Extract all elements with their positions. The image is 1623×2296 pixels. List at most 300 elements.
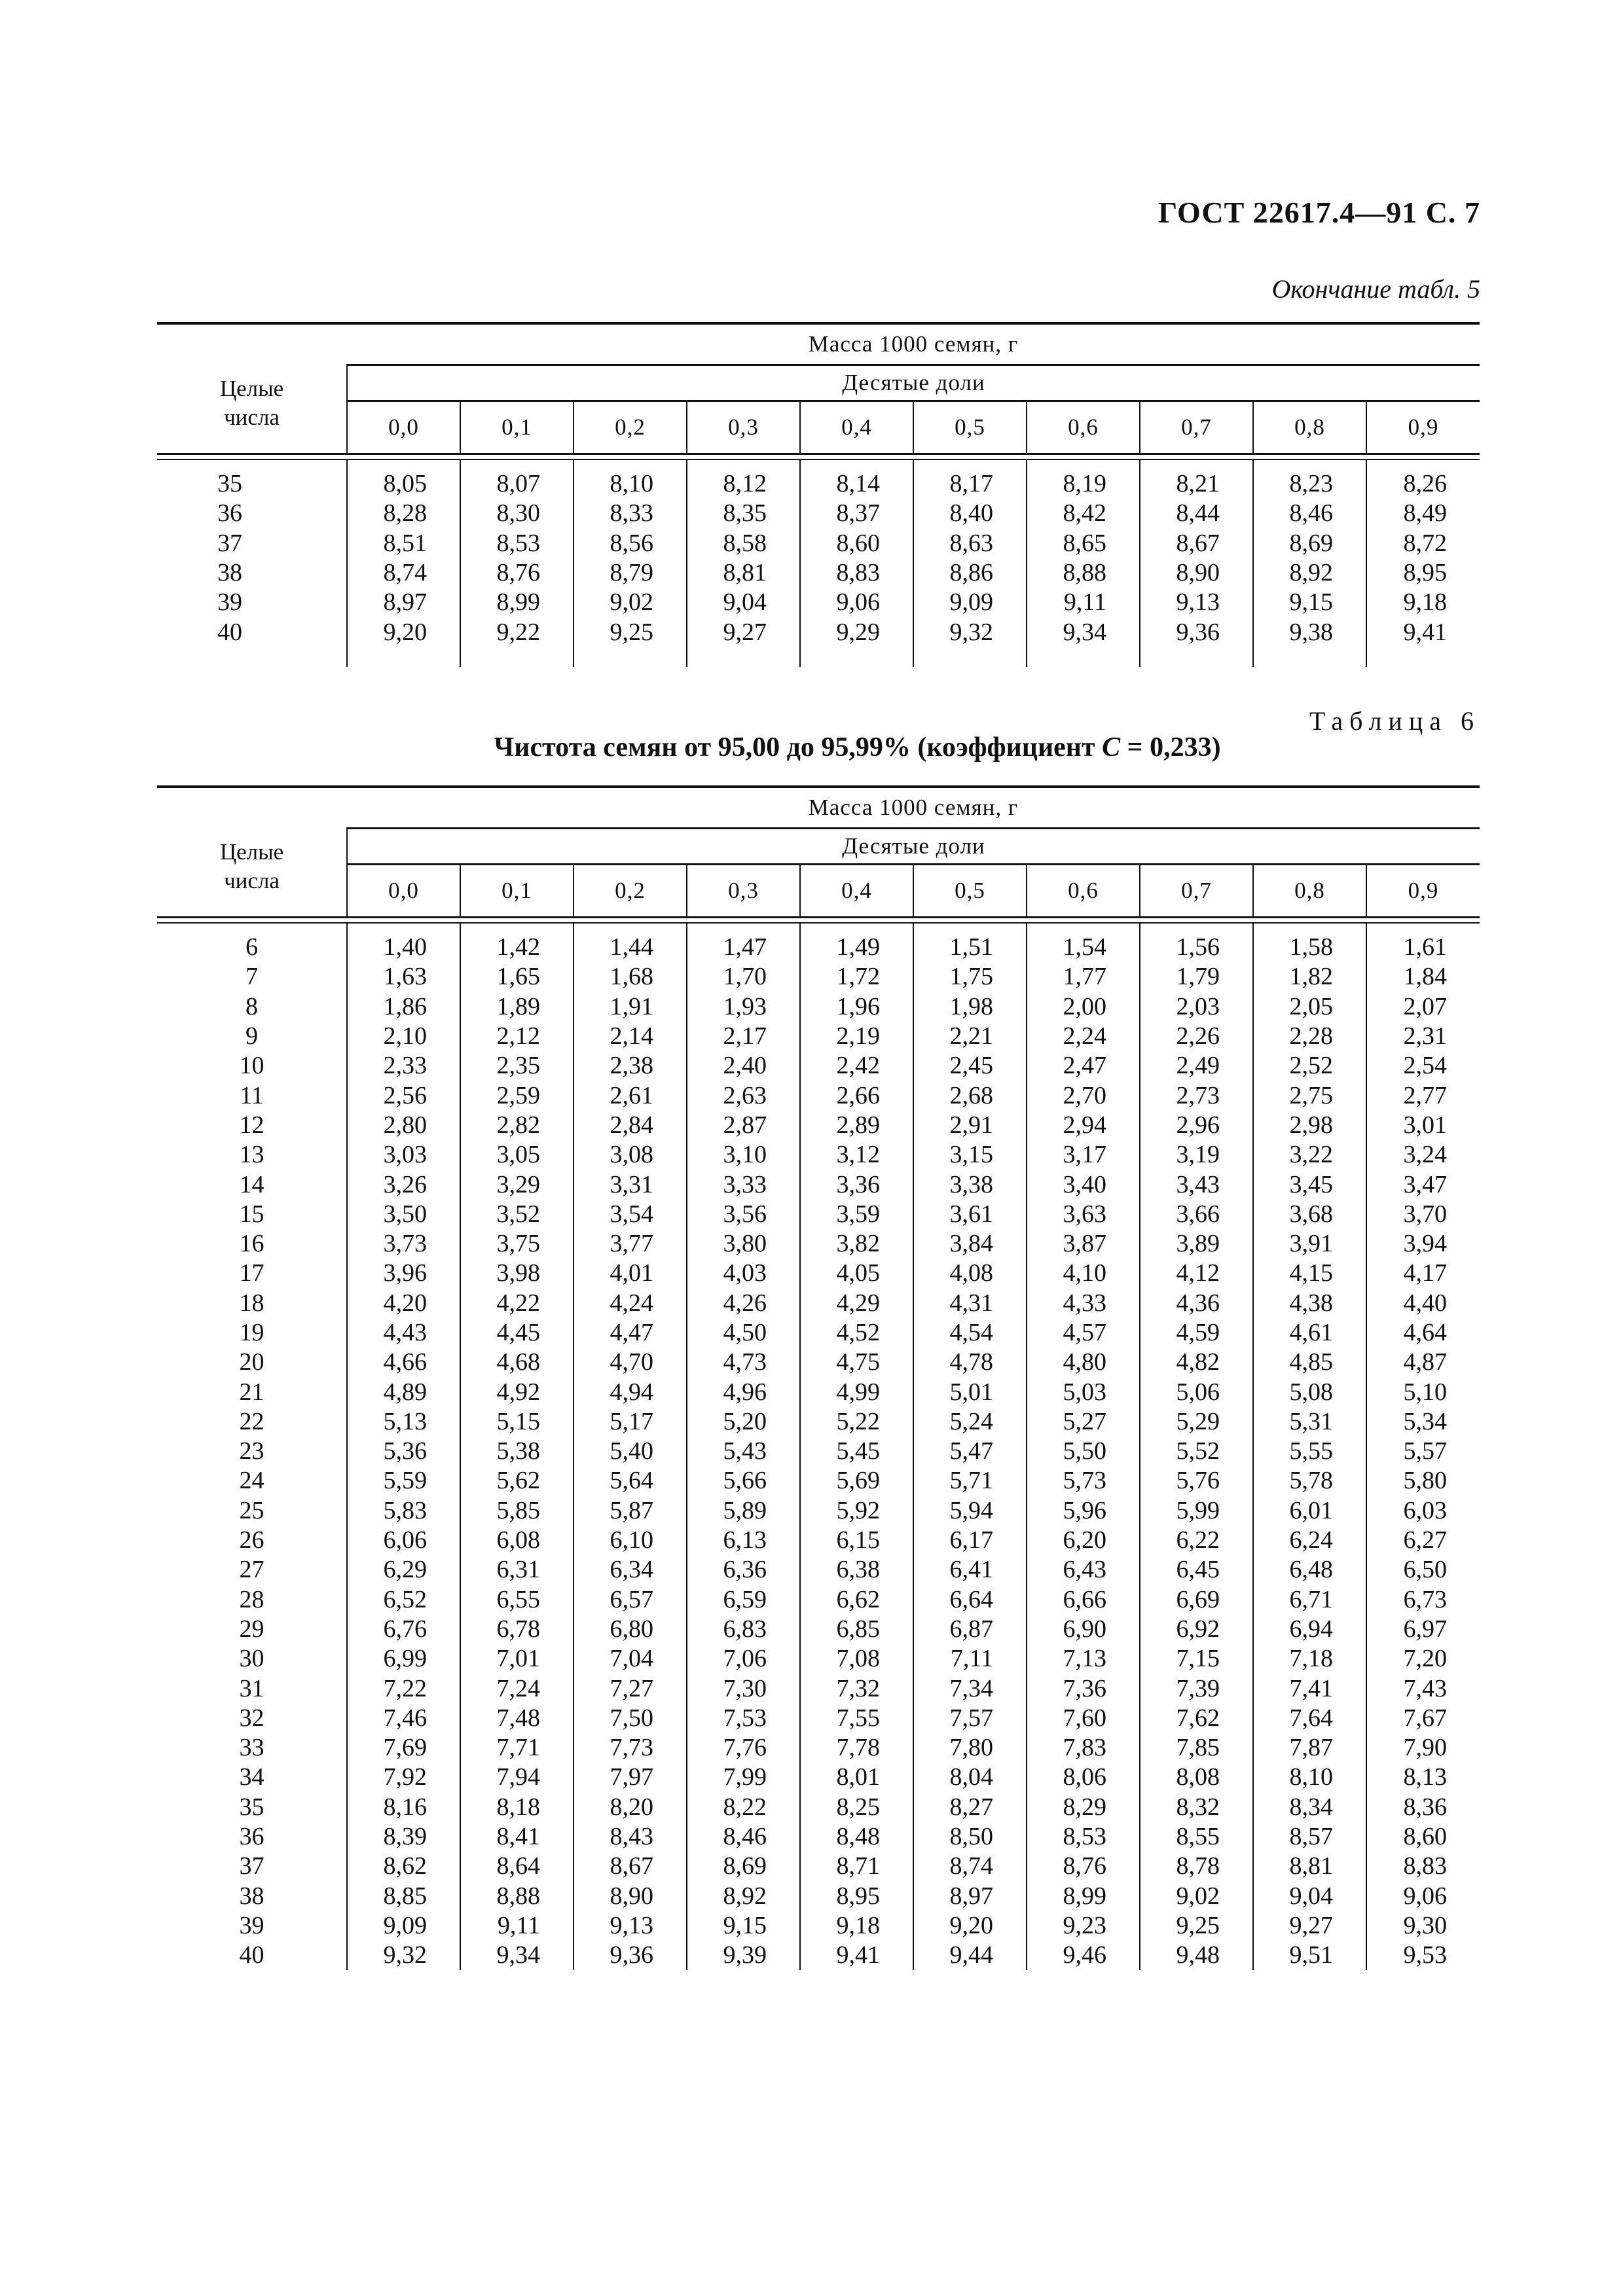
value-cell: 6,99 <box>347 1644 460 1674</box>
value-cell: 8,51 <box>347 529 460 558</box>
value-cell: 8,50 <box>913 1822 1027 1852</box>
value-cell: 4,68 <box>460 1348 574 1377</box>
value-cell: 9,13 <box>574 1911 687 1941</box>
value-cell: 2,73 <box>1140 1081 1253 1110</box>
value-cell: 9,02 <box>574 588 687 617</box>
table-row <box>157 1882 1480 1911</box>
value-cell: 7,01 <box>460 1644 574 1674</box>
value-cell: 3,12 <box>800 1140 913 1170</box>
value-cell: 8,39 <box>347 1822 460 1852</box>
value-cell: 5,50 <box>1027 1437 1140 1466</box>
value-cell: 7,62 <box>1140 1704 1253 1733</box>
tenths-header: Десятые доли <box>347 365 1480 401</box>
value-cell: 9,34 <box>460 1941 574 1970</box>
value-cell: 4,33 <box>1027 1289 1140 1318</box>
table-row <box>157 1674 1480 1703</box>
tenths-column-header: 0,7 <box>1140 865 1253 918</box>
table6 <box>157 785 1480 1970</box>
value-cell: 7,97 <box>574 1763 687 1792</box>
value-cell: 4,61 <box>1253 1318 1366 1348</box>
table-row <box>157 962 1480 992</box>
value-cell: 5,36 <box>347 1437 460 1466</box>
value-cell: 2,05 <box>1253 992 1366 1022</box>
tenths-column-header: 0,2 <box>574 401 687 454</box>
whole-number-cell: 9 <box>246 1022 258 1050</box>
value-cell: 8,76 <box>1027 1852 1140 1881</box>
value-cell: 1,42 <box>460 933 574 962</box>
table-row <box>157 1911 1480 1941</box>
value-cell: 4,70 <box>574 1348 687 1377</box>
whole-number-cell: 12 <box>239 1111 264 1139</box>
value-cell: 9,27 <box>1253 1911 1366 1941</box>
value-cell: 6,90 <box>1027 1615 1140 1644</box>
value-cell: 1,89 <box>460 992 574 1022</box>
table-row <box>157 1644 1480 1674</box>
value-cell: 2,42 <box>800 1051 913 1081</box>
value-cell: 3,80 <box>687 1229 800 1259</box>
value-cell: 3,89 <box>1140 1229 1253 1259</box>
value-cell: 9,18 <box>800 1911 913 1941</box>
value-cell: 4,96 <box>687 1377 800 1407</box>
value-cell: 3,91 <box>1253 1229 1366 1259</box>
value-cell: 6,66 <box>1027 1585 1140 1615</box>
value-cell: 8,74 <box>347 558 460 588</box>
value-cell: 5,62 <box>460 1466 574 1496</box>
value-cell: 9,36 <box>1140 617 1253 647</box>
table-row <box>157 1140 1480 1170</box>
value-cell: 5,57 <box>1366 1437 1480 1466</box>
value-cell: 3,68 <box>1253 1200 1366 1229</box>
value-cell: 5,71 <box>913 1466 1027 1496</box>
value-cell: 3,26 <box>347 1170 460 1199</box>
whole-number-cell: 18 <box>239 1289 264 1317</box>
table-row <box>157 1051 1480 1081</box>
value-cell: 7,15 <box>1140 1644 1253 1674</box>
value-cell: 8,14 <box>800 469 913 499</box>
value-cell: 6,57 <box>574 1585 687 1615</box>
value-cell: 3,82 <box>800 1229 913 1259</box>
value-cell: 4,24 <box>574 1289 687 1318</box>
value-cell: 6,76 <box>347 1615 460 1644</box>
whole-number-cell: 24 <box>239 1467 264 1495</box>
value-cell: 7,04 <box>574 1644 687 1674</box>
whole-number-cell: 19 <box>239 1319 264 1346</box>
table-row <box>157 1555 1480 1585</box>
value-cell: 8,65 <box>1027 529 1140 558</box>
table-row <box>157 1081 1480 1110</box>
value-cell: 1,63 <box>347 962 460 992</box>
value-cell: 8,17 <box>913 469 1027 499</box>
value-cell: 2,35 <box>460 1051 574 1081</box>
value-cell: 7,99 <box>687 1763 800 1792</box>
value-cell: 6,06 <box>347 1526 460 1555</box>
value-cell: 9,48 <box>1140 1941 1253 1970</box>
whole-number-cell: 13 <box>239 1141 264 1169</box>
value-cell: 7,57 <box>913 1704 1027 1733</box>
value-cell: 3,54 <box>574 1200 687 1229</box>
tenths-column-header: 0,7 <box>1140 401 1253 454</box>
value-cell: 7,85 <box>1140 1733 1253 1763</box>
value-cell: 8,53 <box>460 529 574 558</box>
value-cell: 8,34 <box>1253 1793 1366 1822</box>
value-cell: 9,15 <box>687 1911 800 1941</box>
value-cell: 8,97 <box>913 1882 1027 1911</box>
value-cell: 7,24 <box>460 1674 574 1703</box>
value-cell: 5,66 <box>687 1466 800 1496</box>
value-cell: 4,12 <box>1140 1259 1253 1288</box>
value-cell: 4,59 <box>1140 1318 1253 1348</box>
whole-number-cell: 32 <box>239 1704 264 1732</box>
value-cell: 6,48 <box>1253 1555 1366 1585</box>
table-row <box>157 1526 1480 1555</box>
value-cell: 7,48 <box>460 1704 574 1733</box>
value-cell: 9,36 <box>574 1941 687 1970</box>
value-cell: 2,17 <box>687 1022 800 1051</box>
value-cell: 7,87 <box>1253 1733 1366 1763</box>
value-cell: 6,38 <box>800 1555 913 1585</box>
value-cell: 8,63 <box>913 529 1027 558</box>
value-cell: 9,39 <box>687 1941 800 1970</box>
value-cell: 1,40 <box>347 933 460 962</box>
value-cell: 8,69 <box>1253 529 1366 558</box>
value-cell: 7,20 <box>1366 1644 1480 1674</box>
tenths-column-header: 0,5 <box>913 865 1027 918</box>
value-cell: 3,24 <box>1366 1140 1480 1170</box>
table-row <box>157 1941 1480 1970</box>
table-row <box>157 588 1480 617</box>
value-cell: 2,56 <box>347 1081 460 1110</box>
value-cell: 4,54 <box>913 1318 1027 1348</box>
value-cell: 3,63 <box>1027 1200 1140 1229</box>
tenths-column-header: 0,6 <box>1027 865 1140 918</box>
value-cell: 1,54 <box>1027 933 1140 962</box>
value-cell: 4,22 <box>460 1289 574 1318</box>
whole-number-cell: 10 <box>239 1052 264 1080</box>
value-cell: 7,22 <box>347 1674 460 1703</box>
value-cell: 1,79 <box>1140 962 1253 992</box>
value-cell: 5,24 <box>913 1407 1027 1437</box>
value-cell: 8,40 <box>913 499 1027 528</box>
value-cell: 9,27 <box>687 617 800 647</box>
value-cell: 2,52 <box>1253 1051 1366 1081</box>
tenths-column-header: 0,0 <box>347 401 460 454</box>
table-row <box>157 617 1480 647</box>
value-cell: 2,21 <box>913 1022 1027 1051</box>
value-cell: 1,58 <box>1253 933 1366 962</box>
value-cell: 8,69 <box>687 1852 800 1881</box>
value-cell: 6,78 <box>460 1615 574 1644</box>
value-cell: 8,28 <box>347 499 460 528</box>
tenths-column-header: 0,1 <box>460 865 574 918</box>
value-cell: 1,56 <box>1140 933 1253 962</box>
table-row <box>157 1704 1480 1733</box>
value-cell: 6,92 <box>1140 1615 1253 1644</box>
value-cell: 9,53 <box>1366 1941 1480 1970</box>
value-cell: 4,31 <box>913 1289 1027 1318</box>
table-row <box>157 469 1480 499</box>
value-cell: 2,31 <box>1366 1022 1480 1051</box>
value-cell: 2,54 <box>1366 1051 1480 1081</box>
value-cell: 4,36 <box>1140 1289 1253 1318</box>
value-cell: 3,05 <box>460 1140 574 1170</box>
table-row <box>157 1289 1480 1318</box>
value-cell: 5,59 <box>347 1466 460 1496</box>
value-cell: 9,22 <box>460 617 574 647</box>
value-cell: 2,84 <box>574 1111 687 1140</box>
value-cell: 7,83 <box>1027 1733 1140 1763</box>
value-cell: 5,83 <box>347 1496 460 1526</box>
whole-number-cell: 23 <box>239 1437 264 1465</box>
value-cell: 5,73 <box>1027 1466 1140 1496</box>
value-cell: 7,18 <box>1253 1644 1366 1674</box>
value-cell: 8,92 <box>687 1882 800 1911</box>
table-row <box>157 1763 1480 1792</box>
value-cell: 8,46 <box>1253 499 1366 528</box>
table-row <box>157 992 1480 1022</box>
value-cell: 4,29 <box>800 1289 913 1318</box>
whole-number-cell: 25 <box>239 1496 264 1524</box>
whole-number-cell: 28 <box>239 1585 264 1613</box>
value-cell: 6,80 <box>574 1615 687 1644</box>
whole-number-cell: 38 <box>217 559 242 587</box>
value-cell: 2,28 <box>1253 1022 1366 1051</box>
tenths-column-header: 0,8 <box>1253 401 1366 454</box>
value-cell: 9,23 <box>1027 1911 1140 1941</box>
value-cell: 4,38 <box>1253 1289 1366 1318</box>
value-cell: 1,70 <box>687 962 800 992</box>
value-cell: 8,67 <box>574 1852 687 1881</box>
value-cell: 2,26 <box>1140 1022 1253 1051</box>
value-cell: 3,77 <box>574 1229 687 1259</box>
value-cell: 8,99 <box>1027 1882 1140 1911</box>
value-cell: 1,77 <box>1027 962 1140 992</box>
table-row <box>157 1852 1480 1881</box>
value-cell: 7,78 <box>800 1733 913 1763</box>
value-cell: 5,78 <box>1253 1466 1366 1496</box>
value-cell: 4,10 <box>1027 1259 1140 1288</box>
value-cell: 6,22 <box>1140 1526 1253 1555</box>
value-cell: 2,07 <box>1366 992 1480 1022</box>
value-cell: 5,27 <box>1027 1407 1140 1437</box>
table-row <box>157 1229 1480 1259</box>
value-cell: 8,81 <box>687 558 800 588</box>
value-cell: 9,11 <box>1027 588 1140 617</box>
value-cell: 2,59 <box>460 1081 574 1110</box>
value-cell: 3,66 <box>1140 1200 1253 1229</box>
value-cell: 2,45 <box>913 1051 1027 1081</box>
value-cell: 6,62 <box>800 1585 913 1615</box>
whole-number-cell: 8 <box>246 992 258 1020</box>
value-cell: 2,03 <box>1140 992 1253 1022</box>
value-cell: 2,98 <box>1253 1111 1366 1140</box>
whole-number-cell: 34 <box>239 1763 264 1791</box>
value-cell: 3,47 <box>1366 1170 1480 1199</box>
mass-header: Масса 1000 семян, г <box>347 323 1480 365</box>
table6-title: Чистота семян от 95,00 до 95,99% (коэффициент C = 0,233) <box>494 732 1221 762</box>
value-cell: 9,06 <box>800 588 913 617</box>
table-row <box>157 1170 1480 1199</box>
value-cell: 5,87 <box>574 1496 687 1526</box>
value-cell: 7,41 <box>1253 1674 1366 1703</box>
value-cell: 8,33 <box>574 499 687 528</box>
value-cell: 4,05 <box>800 1259 913 1288</box>
value-cell: 6,43 <box>1027 1555 1140 1585</box>
value-cell: 2,24 <box>1027 1022 1140 1051</box>
value-cell: 8,42 <box>1027 499 1140 528</box>
value-cell: 8,83 <box>800 558 913 588</box>
table-row <box>157 1466 1480 1496</box>
whole-number-cell: 30 <box>239 1645 264 1673</box>
tenths-column-header: 0,2 <box>574 865 687 918</box>
value-cell: 2,49 <box>1140 1051 1253 1081</box>
value-cell: 8,32 <box>1140 1793 1253 1822</box>
whole-number-cell: 14 <box>239 1170 264 1198</box>
value-cell: 8,86 <box>913 558 1027 588</box>
value-cell: 7,32 <box>800 1674 913 1703</box>
table-row <box>157 1793 1480 1822</box>
value-cell: 8,49 <box>1366 499 1480 528</box>
value-cell: 9,20 <box>913 1911 1027 1941</box>
whole-number-cell: 17 <box>239 1259 264 1287</box>
value-cell: 2,96 <box>1140 1111 1253 1140</box>
value-cell: 5,99 <box>1140 1496 1253 1526</box>
value-cell: 9,41 <box>800 1941 913 1970</box>
value-cell: 9,11 <box>460 1911 574 1941</box>
whole-number-cell: 7 <box>246 963 258 991</box>
tenths-column-header: 0,3 <box>687 865 800 918</box>
value-cell: 2,40 <box>687 1051 800 1081</box>
value-cell: 4,50 <box>687 1318 800 1348</box>
value-cell: 8,48 <box>800 1822 913 1852</box>
value-cell: 4,78 <box>913 1348 1027 1377</box>
value-cell: 7,60 <box>1027 1704 1140 1733</box>
value-cell: 5,52 <box>1140 1437 1253 1466</box>
value-cell: 7,08 <box>800 1644 913 1674</box>
value-cell: 3,15 <box>913 1140 1027 1170</box>
value-cell: 7,30 <box>687 1674 800 1703</box>
value-cell: 5,22 <box>800 1407 913 1437</box>
value-cell: 1,51 <box>913 933 1027 962</box>
whole-number-cell: 35 <box>217 470 242 498</box>
value-cell: 8,05 <box>347 469 460 499</box>
value-cell: 5,55 <box>1253 1437 1366 1466</box>
value-cell: 6,15 <box>800 1526 913 1555</box>
value-cell: 4,57 <box>1027 1318 1140 1348</box>
value-cell: 6,10 <box>574 1526 687 1555</box>
value-cell: 8,16 <box>347 1793 460 1822</box>
value-cell: 2,38 <box>574 1051 687 1081</box>
value-cell: 5,64 <box>574 1466 687 1496</box>
value-cell: 6,20 <box>1027 1526 1140 1555</box>
value-cell: 8,07 <box>460 469 574 499</box>
value-cell: 8,30 <box>460 499 574 528</box>
whole-numbers-header: Целые числа <box>157 787 347 918</box>
value-cell: 5,20 <box>687 1407 800 1437</box>
tenths-column-header: 0,5 <box>913 401 1027 454</box>
value-cell: 5,80 <box>1366 1466 1480 1496</box>
value-cell: 8,99 <box>460 588 574 617</box>
table-row <box>157 1348 1480 1377</box>
value-cell: 9,09 <box>347 1911 460 1941</box>
value-cell: 2,68 <box>913 1081 1027 1110</box>
table-row <box>157 1407 1480 1437</box>
value-cell: 9,04 <box>687 588 800 617</box>
table-row <box>157 1822 1480 1852</box>
value-cell: 1,68 <box>574 962 687 992</box>
value-cell: 8,60 <box>1366 1822 1480 1852</box>
value-cell: 1,49 <box>800 933 913 962</box>
value-cell: 4,17 <box>1366 1259 1480 1288</box>
value-cell: 6,83 <box>687 1615 800 1644</box>
whole-number-cell: 27 <box>239 1556 264 1584</box>
value-cell: 5,94 <box>913 1496 1027 1526</box>
table-row <box>157 1318 1480 1348</box>
whole-number-cell: 29 <box>239 1615 264 1643</box>
value-cell: 5,76 <box>1140 1466 1253 1496</box>
mass-header: Масса 1000 семян, г <box>347 787 1480 829</box>
value-cell: 4,99 <box>800 1377 913 1407</box>
value-cell: 4,01 <box>574 1259 687 1288</box>
value-cell: 3,75 <box>460 1229 574 1259</box>
value-cell: 1,93 <box>687 992 800 1022</box>
whole-number-cell: 36 <box>239 1823 264 1851</box>
value-cell: 3,96 <box>347 1259 460 1288</box>
value-cell: 4,03 <box>687 1259 800 1288</box>
value-cell: 4,87 <box>1366 1348 1480 1377</box>
value-cell: 1,82 <box>1253 962 1366 992</box>
value-cell: 9,15 <box>1253 588 1366 617</box>
value-cell: 5,40 <box>574 1437 687 1466</box>
value-cell: 5,34 <box>1366 1407 1480 1437</box>
value-cell: 9,32 <box>913 617 1027 647</box>
value-cell: 1,84 <box>1366 962 1480 992</box>
value-cell: 5,31 <box>1253 1407 1366 1437</box>
table-row <box>157 1585 1480 1615</box>
value-cell: 8,60 <box>800 529 913 558</box>
value-cell: 9,29 <box>800 617 913 647</box>
value-cell: 5,01 <box>913 1377 1027 1407</box>
value-cell: 9,06 <box>1366 1882 1480 1911</box>
value-cell: 8,57 <box>1253 1822 1366 1852</box>
whole-numbers-header: Целые числа <box>157 323 347 454</box>
value-cell: 3,36 <box>800 1170 913 1199</box>
page-header: ГОСТ 22617.4—91 С. 7 <box>1158 196 1480 229</box>
value-cell: 2,94 <box>1027 1111 1140 1140</box>
value-cell: 9,44 <box>913 1941 1027 1970</box>
value-cell: 1,61 <box>1366 933 1480 962</box>
value-cell: 2,80 <box>347 1111 460 1140</box>
value-cell: 9,30 <box>1366 1911 1480 1941</box>
whole-number-cell: 36 <box>217 499 242 528</box>
value-cell: 8,20 <box>574 1793 687 1822</box>
value-cell: 4,89 <box>347 1377 460 1407</box>
value-cell: 8,08 <box>1140 1763 1253 1792</box>
tenths-column-header: 0,4 <box>800 401 913 454</box>
value-cell: 6,24 <box>1253 1526 1366 1555</box>
value-cell: 6,31 <box>460 1555 574 1585</box>
value-cell: 4,82 <box>1140 1348 1253 1377</box>
value-cell: 4,26 <box>687 1289 800 1318</box>
value-cell: 8,19 <box>1027 469 1140 499</box>
value-cell: 4,15 <box>1253 1259 1366 1288</box>
value-cell: 5,43 <box>687 1437 800 1466</box>
tenths-column-header: 0,6 <box>1027 401 1140 454</box>
value-cell: 2,70 <box>1027 1081 1140 1110</box>
value-cell: 7,39 <box>1140 1674 1253 1703</box>
table-row <box>157 1022 1480 1051</box>
value-cell: 2,91 <box>913 1111 1027 1140</box>
value-cell: 8,41 <box>460 1822 574 1852</box>
